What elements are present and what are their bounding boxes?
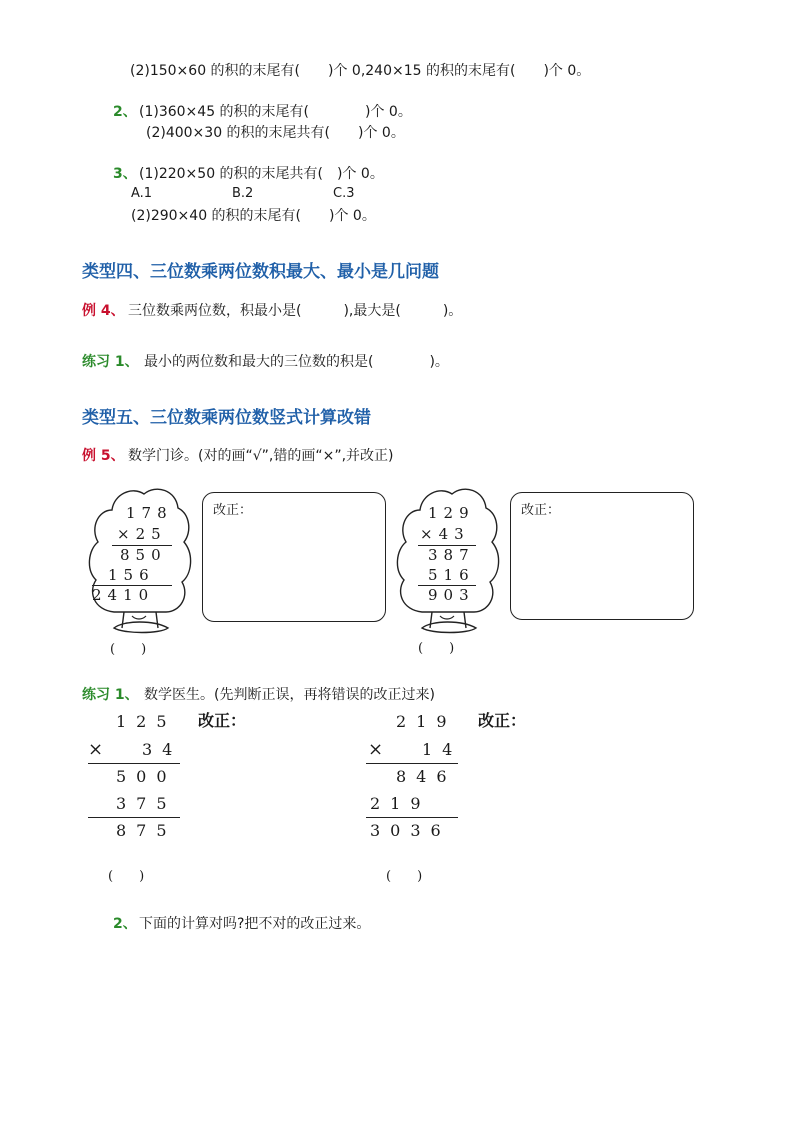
pcalc1-sign: × xyxy=(88,739,104,760)
practice-1-label: 练习 1、 xyxy=(82,354,139,370)
answer-paren-2[interactable]: ( ) xyxy=(418,641,455,656)
pcalc1-row5: 875 xyxy=(116,821,177,840)
question-2b: (2)400×30 的积的末尾共有( )个 0。 xyxy=(146,125,405,141)
pcalc2-row5: 3036 xyxy=(370,821,451,840)
correction-box-1[interactable] xyxy=(202,492,386,622)
practice-5-text: 数学医生。(先判断正误，再将错误的改正过来) xyxy=(144,687,435,703)
pcalc1-row2: 34 xyxy=(142,740,183,759)
pcalc1-line1 xyxy=(88,763,180,764)
question-2-number: 2、 xyxy=(113,104,137,120)
pcalc2-line2 xyxy=(366,817,458,818)
calc2-row3: 387 xyxy=(428,546,475,564)
practice-paren-2[interactable]: ( ) xyxy=(386,869,423,884)
option-a: A.1 xyxy=(131,186,153,201)
pcalc2-line1 xyxy=(366,763,458,764)
example-4-text: 三位数乘两位数，积最小是( ),最大是( )。 xyxy=(128,303,463,319)
calc1-row5: 2410 xyxy=(92,586,155,604)
pcalc2-row3: 846 xyxy=(396,767,457,786)
fix-label-2: 改正： xyxy=(478,711,527,730)
correction-label: 改正： xyxy=(521,503,561,518)
calc2-row5: 903 xyxy=(428,586,475,604)
pcalc1-line2 xyxy=(88,817,180,818)
calc2-row4: 516 xyxy=(428,566,475,584)
practice-1-text: 最小的两位数和最大的三位数的积是( )。 xyxy=(144,354,449,370)
option-c: C.3 xyxy=(333,186,355,201)
example-5-label: 例 5、 xyxy=(82,448,125,464)
pcalc2-sign: × xyxy=(368,739,384,760)
question-3a: (1)220×50 的积的末尾共有( )个 0。 xyxy=(139,166,384,182)
question-3-number: 3、 xyxy=(113,166,137,182)
section-heading-type4: 类型四、三位数乘两位数积最大、最小是几问题 xyxy=(82,262,439,282)
calc1-row4: 156 xyxy=(108,566,155,584)
calc1-row1: 178 xyxy=(126,504,173,522)
pcalc1-row3: 500 xyxy=(116,767,177,786)
answer-paren-1[interactable]: ( ) xyxy=(110,642,147,657)
section-heading-type5: 类型五、三位数乘两位数竖式计算改错 xyxy=(82,408,371,428)
pcalc1-row4: 375 xyxy=(116,794,177,813)
calc1-row2: ×25 xyxy=(117,525,167,543)
calc2-row2: ×43 xyxy=(420,525,470,543)
calc2-row1: 129 xyxy=(428,504,475,522)
pcalc2-row2: 14 xyxy=(422,740,463,759)
question-3b: (2)290×40 的积的末尾有( )个 0。 xyxy=(131,208,376,224)
example-4-label: 例 4、 xyxy=(82,303,125,319)
calc1-row3: 850 xyxy=(120,546,167,564)
question-2a: (1)360×45 的积的末尾有( )个 0。 xyxy=(139,104,412,120)
option-b: B.2 xyxy=(232,186,254,201)
question-1b: (2)150×60 的积的末尾有( )个 0,240×15 的积的末尾有( )个 0。 xyxy=(130,63,591,79)
pcalc2-row1: 219 xyxy=(396,712,457,731)
example-5-text: 数学门诊。(对的画“√”,错的画“×”,并改正) xyxy=(128,448,394,464)
question-2-bottom-text: 下面的计算对吗?把不对的改正过来。 xyxy=(139,916,371,932)
practice-5-label: 练习 1、 xyxy=(82,687,139,703)
correction-box-2[interactable] xyxy=(510,492,694,620)
fix-label-1: 改正： xyxy=(198,711,247,730)
question-2-bottom-number: 2、 xyxy=(113,916,137,932)
pcalc1-row1: 125 xyxy=(116,712,177,731)
correction-label: 改正： xyxy=(213,503,253,518)
pcalc2-row4: 219 xyxy=(370,794,431,813)
practice-paren-1[interactable]: ( ) xyxy=(108,869,145,884)
